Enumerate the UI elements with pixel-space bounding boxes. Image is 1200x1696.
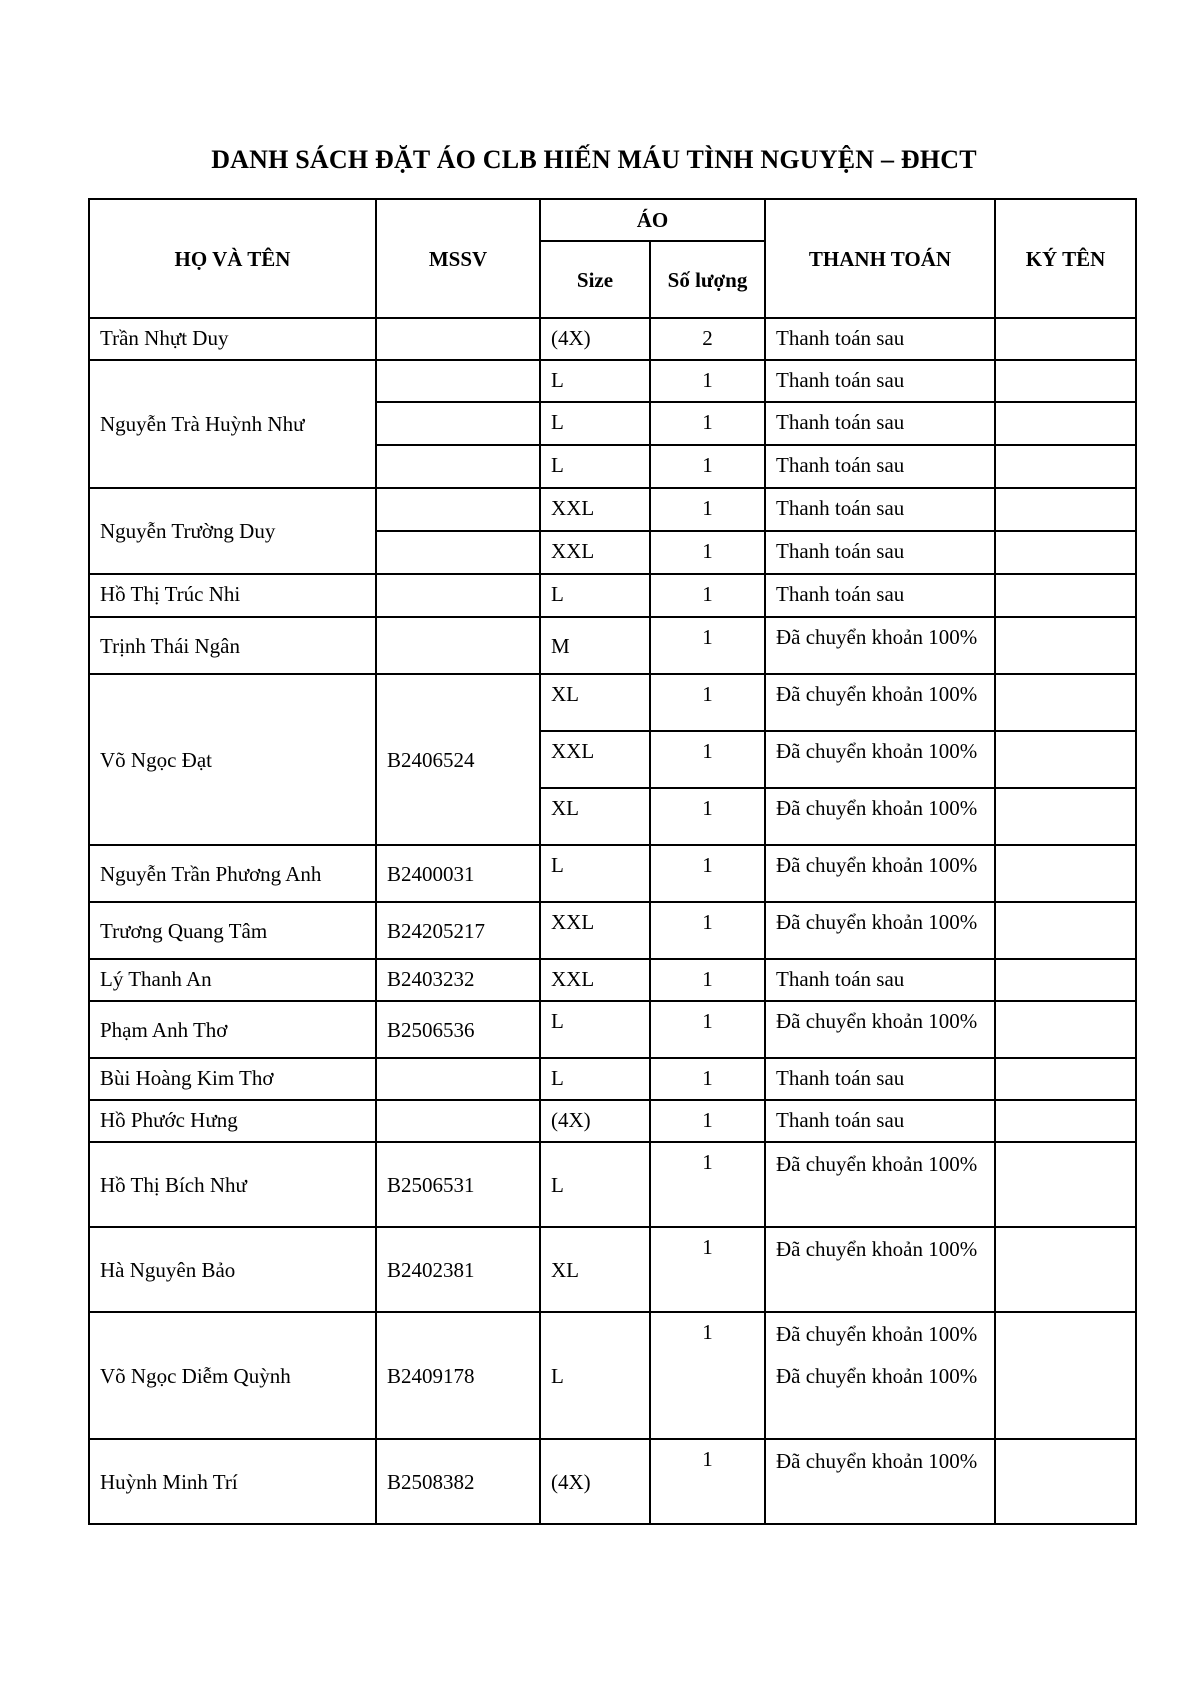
cell-size: L — [540, 845, 650, 902]
table-row — [89, 574, 1136, 617]
cell-mssv: B24205217 — [376, 902, 540, 959]
cell-mssv: B2506536 — [376, 1001, 540, 1058]
cell-payment: Thanh toán sau — [765, 1100, 995, 1142]
cell-size: M — [540, 617, 650, 674]
cell-signature[interactable] — [995, 674, 1136, 731]
cell-mssv — [376, 574, 540, 617]
table-row — [89, 959, 1136, 1001]
cell-quantity: 1 — [650, 1142, 765, 1227]
table-row — [89, 1001, 1136, 1058]
cell-payment: Đã chuyển khoản 100% — [765, 617, 995, 674]
cell-size: L — [540, 360, 650, 402]
cell-name: Hồ Phước Hưng — [89, 1100, 376, 1142]
table-row — [89, 845, 1136, 902]
cell-size: L — [540, 445, 650, 488]
cell-signature[interactable] — [995, 360, 1136, 402]
table-row — [89, 902, 1136, 959]
cell-quantity: 1 — [650, 1100, 765, 1142]
cell-name: Nguyễn Trường Duy — [89, 488, 376, 574]
cell-payment: Thanh toán sau — [765, 488, 995, 531]
cell-signature[interactable] — [995, 531, 1136, 574]
cell-payment: Thanh toán sau — [765, 318, 995, 360]
cell-size: L — [540, 1312, 650, 1439]
cell-signature[interactable] — [995, 318, 1136, 360]
cell-signature[interactable] — [995, 845, 1136, 902]
cell-quantity: 1 — [650, 1001, 765, 1058]
cell-size: (4X) — [540, 1100, 650, 1142]
cell-size: XXL — [540, 902, 650, 959]
cell-name: Trần Nhựt Duy — [89, 318, 376, 360]
cell-mssv — [376, 402, 540, 445]
cell-quantity: 1 — [650, 902, 765, 959]
cell-quantity: 1 — [650, 1312, 765, 1439]
cell-payment: Đã chuyển khoản 100% — [765, 1001, 995, 1058]
cell-signature[interactable] — [995, 402, 1136, 445]
cell-signature[interactable] — [995, 1227, 1136, 1312]
table-row — [89, 360, 1136, 402]
cell-quantity: 1 — [650, 1439, 765, 1524]
header-name: HỌ VÀ TÊN — [89, 199, 376, 318]
cell-quantity: 1 — [650, 574, 765, 617]
cell-mssv: B2403232 — [376, 959, 540, 1001]
cell-name: Nguyễn Trà Huỳnh Như — [89, 360, 376, 488]
cell-payment: Đã chuyển khoản 100% — [765, 845, 995, 902]
table-row — [89, 1439, 1136, 1524]
cell-signature[interactable] — [995, 731, 1136, 788]
table-row — [89, 318, 1136, 360]
cell-name: Trịnh Thái Ngân — [89, 617, 376, 674]
cell-quantity: 1 — [650, 845, 765, 902]
page-title: DANH SÁCH ĐẶT ÁO CLB HIẾN MÁU TÌNH NGUYỆN – ĐHCT — [211, 145, 977, 174]
cell-name: Võ Ngọc Diễm Quỳnh — [89, 1312, 376, 1439]
cell-size: L — [540, 1058, 650, 1100]
cell-size: L — [540, 1142, 650, 1227]
cell-payment: Đã chuyển khoản 100% — [765, 1142, 995, 1227]
cell-quantity: 1 — [650, 674, 765, 731]
cell-mssv: B2400031 — [376, 845, 540, 902]
cell-payment: Thanh toán sau — [765, 959, 995, 1001]
cell-mssv — [376, 1058, 540, 1100]
cell-size: XXL — [540, 959, 650, 1001]
table-row — [89, 1100, 1136, 1142]
cell-mssv — [376, 318, 540, 360]
cell-payment: Thanh toán sau — [765, 531, 995, 574]
cell-signature[interactable] — [995, 488, 1136, 531]
cell-size: L — [540, 402, 650, 445]
cell-name: Hồ Thị Trúc Nhi — [89, 574, 376, 617]
cell-size: (4X) — [540, 1439, 650, 1524]
cell-size: XXL — [540, 488, 650, 531]
header-ao: ÁO — [540, 199, 765, 241]
cell-quantity: 1 — [650, 1058, 765, 1100]
cell-size: XXL — [540, 531, 650, 574]
header-sign: KÝ TÊN — [995, 199, 1136, 318]
header-size: Size — [540, 241, 650, 318]
cell-mssv — [376, 531, 540, 574]
table-row — [89, 488, 1136, 531]
cell-signature[interactable] — [995, 445, 1136, 488]
table-row — [89, 674, 1136, 731]
cell-signature[interactable] — [995, 902, 1136, 959]
cell-quantity: 1 — [650, 1227, 765, 1312]
cell-payment: Thanh toán sau — [765, 402, 995, 445]
cell-signature[interactable] — [995, 1058, 1136, 1100]
cell-mssv — [376, 488, 540, 531]
header-payment: THANH TOÁN — [765, 199, 995, 318]
cell-quantity: 1 — [650, 731, 765, 788]
cell-size: XL — [540, 674, 650, 731]
cell-payment: Thanh toán sau — [765, 1058, 995, 1100]
cell-payment: Đã chuyển khoản 100% — [765, 902, 995, 959]
table-row — [89, 1227, 1136, 1312]
cell-payment: Đã chuyển khoản 100% — [765, 1227, 995, 1312]
cell-payment: Đã chuyển khoản 100% — [765, 1439, 995, 1524]
cell-name: Lý Thanh An — [89, 959, 376, 1001]
cell-quantity: 1 — [650, 445, 765, 488]
cell-name: Hồ Thị Bích Như — [89, 1142, 376, 1227]
cell-size: L — [540, 574, 650, 617]
cell-name: Huỳnh Minh Trí — [89, 1439, 376, 1524]
cell-quantity: 1 — [650, 788, 765, 845]
cell-name: Phạm Anh Thơ — [89, 1001, 376, 1058]
cell-mssv — [376, 360, 540, 402]
cell-mssv: B2409178 — [376, 1312, 540, 1439]
cell-signature[interactable] — [995, 574, 1136, 617]
cell-quantity: 1 — [650, 617, 765, 674]
cell-size: L — [540, 1001, 650, 1058]
cell-signature[interactable] — [995, 1142, 1136, 1227]
cell-mssv: B2508382 — [376, 1439, 540, 1524]
cell-signature[interactable] — [995, 617, 1136, 674]
cell-quantity: 1 — [650, 488, 765, 531]
cell-size: XL — [540, 1227, 650, 1312]
cell-mssv — [376, 445, 540, 488]
cell-size: XL — [540, 788, 650, 845]
cell-quantity: 2 — [650, 318, 765, 360]
cell-payment: Thanh toán sau — [765, 360, 995, 402]
cell-mssv — [376, 617, 540, 674]
table-row — [89, 617, 1136, 674]
cell-signature[interactable] — [995, 1001, 1136, 1058]
cell-size: (4X) — [540, 318, 650, 360]
table-row — [89, 1142, 1136, 1227]
header-mssv: MSSV — [376, 199, 540, 318]
table-row — [89, 1312, 1136, 1439]
order-table — [88, 198, 1137, 1525]
cell-signature[interactable] — [995, 1439, 1136, 1524]
cell-mssv: B2406524 — [376, 674, 540, 845]
cell-signature[interactable] — [995, 1100, 1136, 1142]
cell-payment: Đã chuyển khoản 100% Đã chuyển khoản 100% — [765, 1312, 995, 1439]
cell-quantity: 1 — [650, 531, 765, 574]
cell-payment: Thanh toán sau — [765, 574, 995, 617]
cell-name: Võ Ngọc Đạt — [89, 674, 376, 845]
cell-payment: Đã chuyển khoản 100% — [765, 674, 995, 731]
table-body — [89, 318, 1136, 1524]
cell-payment: Đã chuyển khoản 100% — [765, 788, 995, 845]
cell-name: Bùi Hoàng Kim Thơ — [89, 1058, 376, 1100]
table-row — [89, 1058, 1136, 1100]
cell-mssv: B2402381 — [376, 1227, 540, 1312]
header-qty: Số lượng — [650, 241, 765, 318]
cell-quantity: 1 — [650, 360, 765, 402]
cell-name: Trương Quang Tâm — [89, 902, 376, 959]
cell-mssv: B2506531 — [376, 1142, 540, 1227]
cell-signature[interactable] — [995, 1312, 1136, 1439]
cell-signature[interactable] — [995, 959, 1136, 1001]
cell-payment: Thanh toán sau — [765, 445, 995, 488]
cell-name: Nguyễn Trần Phương Anh — [89, 845, 376, 902]
cell-size: XXL — [540, 731, 650, 788]
cell-name: Hà Nguyên Bảo — [89, 1227, 376, 1312]
cell-mssv — [376, 1100, 540, 1142]
cell-quantity: 1 — [650, 402, 765, 445]
cell-quantity: 1 — [650, 959, 765, 1001]
cell-signature[interactable] — [995, 788, 1136, 845]
cell-payment: Đã chuyển khoản 100% — [765, 731, 995, 788]
